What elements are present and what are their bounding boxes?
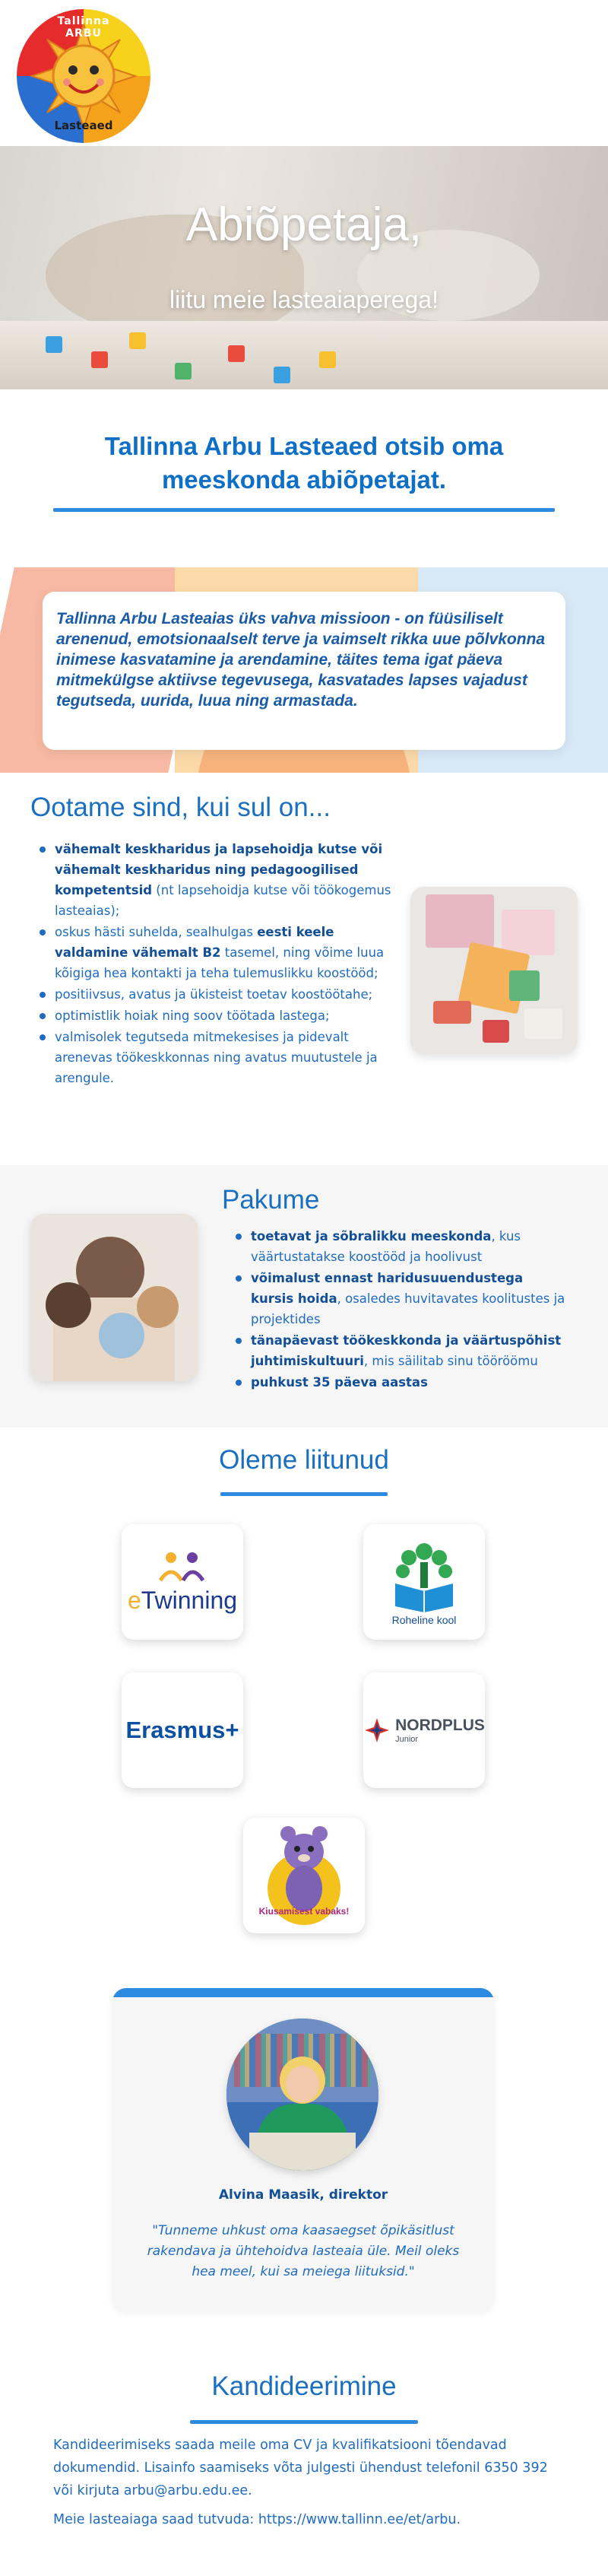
list-item: vähemalt keskharidus ja lapsehoidja kutse või vähemalt keskharidus ning pedagoogilised kompetentsid (nt lapsehoidja kutse või töökogemus lasteaias); bbox=[36, 839, 394, 921]
nordplus-text: NORDPLUS bbox=[395, 1717, 485, 1734]
application-link-text[interactable]: Meie lasteaiaga saad tutvuda: https://www.tallinn.ee/et/arbu. bbox=[53, 2512, 461, 2527]
mission-card bbox=[43, 592, 565, 750]
etwinning-logo[interactable] bbox=[122, 1524, 243, 1640]
toy-block bbox=[228, 345, 245, 362]
toy-block bbox=[175, 363, 192, 380]
arbu-logo[interactable] bbox=[15, 8, 152, 145]
partners-divider bbox=[220, 1492, 388, 1496]
toy-blocks-photo bbox=[410, 887, 578, 1054]
list-item: toetavat ja sõbralikku meeskonda, kus väärtustatakse koostööd ja hoolivust bbox=[233, 1226, 567, 1267]
toy-block bbox=[46, 336, 62, 353]
toy-block bbox=[274, 367, 290, 383]
requirements-title: Ootame sind, kui sul on... bbox=[30, 792, 331, 822]
page-headline: Tallinna Arbu Lasteaed otsib oma meeskonda abiõpetajat. bbox=[104, 432, 504, 494]
director-avatar bbox=[226, 2019, 378, 2171]
offer-list bbox=[233, 1226, 567, 1393]
list-item: optimistlik hoiak ning soov töötada lastega; bbox=[36, 1005, 394, 1026]
mission-text: Tallinna Arbu Lasteaias üks vahva missioon - on füüsiliselt arenenud, emotsionaalselt terve ja vaimselt rikka uue põlvkonna inimese kasvatamine ja arendamine, täites tema igat päeva mitmekülgse aktiivse tegevusega, kasvatades lapses vajadust tegutseda, uurida, luua ning armastada. bbox=[56, 610, 546, 710]
card-top-bar bbox=[112, 1988, 494, 1997]
hero-title: Abiõpetaja, bbox=[185, 199, 423, 251]
nordplus-sub: Junior bbox=[395, 1735, 419, 1744]
director-name: Alvina Maasik, direktor bbox=[218, 2187, 388, 2203]
director-quote-card bbox=[112, 1988, 494, 2312]
kiusamisest-label: Kiusamisest vabaks! bbox=[258, 1906, 350, 1917]
kiusamisest-vabaks-logo[interactable] bbox=[243, 1818, 365, 1933]
nordplus-star-icon bbox=[363, 1717, 391, 1744]
erasmus-text: Erasmus+ bbox=[125, 1717, 239, 1743]
roheline-kool-logo[interactable] bbox=[363, 1524, 485, 1640]
list-item: tänapäevast töökeskkonda ja väärtuspõhist juhtimiskultuuri, mis säilitab sinu tööröömu bbox=[233, 1330, 567, 1371]
toy-block bbox=[319, 351, 336, 368]
nordplus-logo[interactable] bbox=[363, 1672, 485, 1788]
application-divider bbox=[190, 2420, 418, 2424]
requirements-list bbox=[36, 839, 394, 1089]
nordplus-mark bbox=[363, 1717, 485, 1744]
offer-title: Pakume bbox=[222, 1185, 320, 1215]
toy-block bbox=[91, 351, 108, 368]
list-item: oskus hästi suhelda, sealhulgas eesti keele valdamine vähemalt B2 tasemel, ning võime luua kõigiga hea kontakti ja teha tulemuslikku koostööd; bbox=[36, 922, 394, 983]
green-tree-icon bbox=[385, 1538, 464, 1614]
hero-banner bbox=[0, 146, 608, 389]
list-item: positiivsus, avatus ja ükisteist toetav koostöötahe; bbox=[36, 984, 394, 1005]
application-text: Kandideerimiseks saada meile oma CV ja kvalifikatsiooni tõendavad dokumendid. Lisainfo saamiseks võta julgesti ühendust telefonil 6350 392 või kirjuta arbu@arbu.edu.ee. bbox=[53, 2438, 548, 2498]
list-item: võimalust ennast haridusuuendustega kursis hoida, osaledes huvitavates koolitustes ja projektides bbox=[233, 1268, 567, 1329]
etwinning-text: eTwinning bbox=[127, 1586, 238, 1614]
toy-block bbox=[129, 332, 146, 349]
application-title: Kandideerimine bbox=[211, 2371, 397, 2401]
etwinning-figures-icon bbox=[156, 1550, 209, 1583]
hero-subtitle: liitu meie lasteaiaperega! bbox=[169, 286, 439, 313]
logo-bottom-text: Lasteaed bbox=[54, 119, 113, 132]
director-quote: "Tunneme uhkust oma kaasaegset õpikäsitlust rakendava ja ühtehoidva lasteaia üle. Meil oleks hea meel, kui sa meiega liituksid." bbox=[147, 2223, 460, 2279]
roheline-kool-label: Roheline kool bbox=[391, 1614, 457, 1626]
family-photo bbox=[30, 1214, 198, 1381]
list-item: puhkust 35 päeva aastas bbox=[233, 1372, 567, 1393]
partners-title: Oleme liitunud bbox=[219, 1445, 389, 1475]
list-item: valmisolek tegutseda mitmekesises ja pidevalt arenevas töökeskkonnas ning avatus muutustele ja arengule. bbox=[36, 1027, 394, 1088]
headline-divider bbox=[53, 508, 555, 512]
erasmus-logo[interactable] bbox=[122, 1672, 243, 1788]
logo-top-text: Tallinna ARBU bbox=[57, 15, 110, 40]
